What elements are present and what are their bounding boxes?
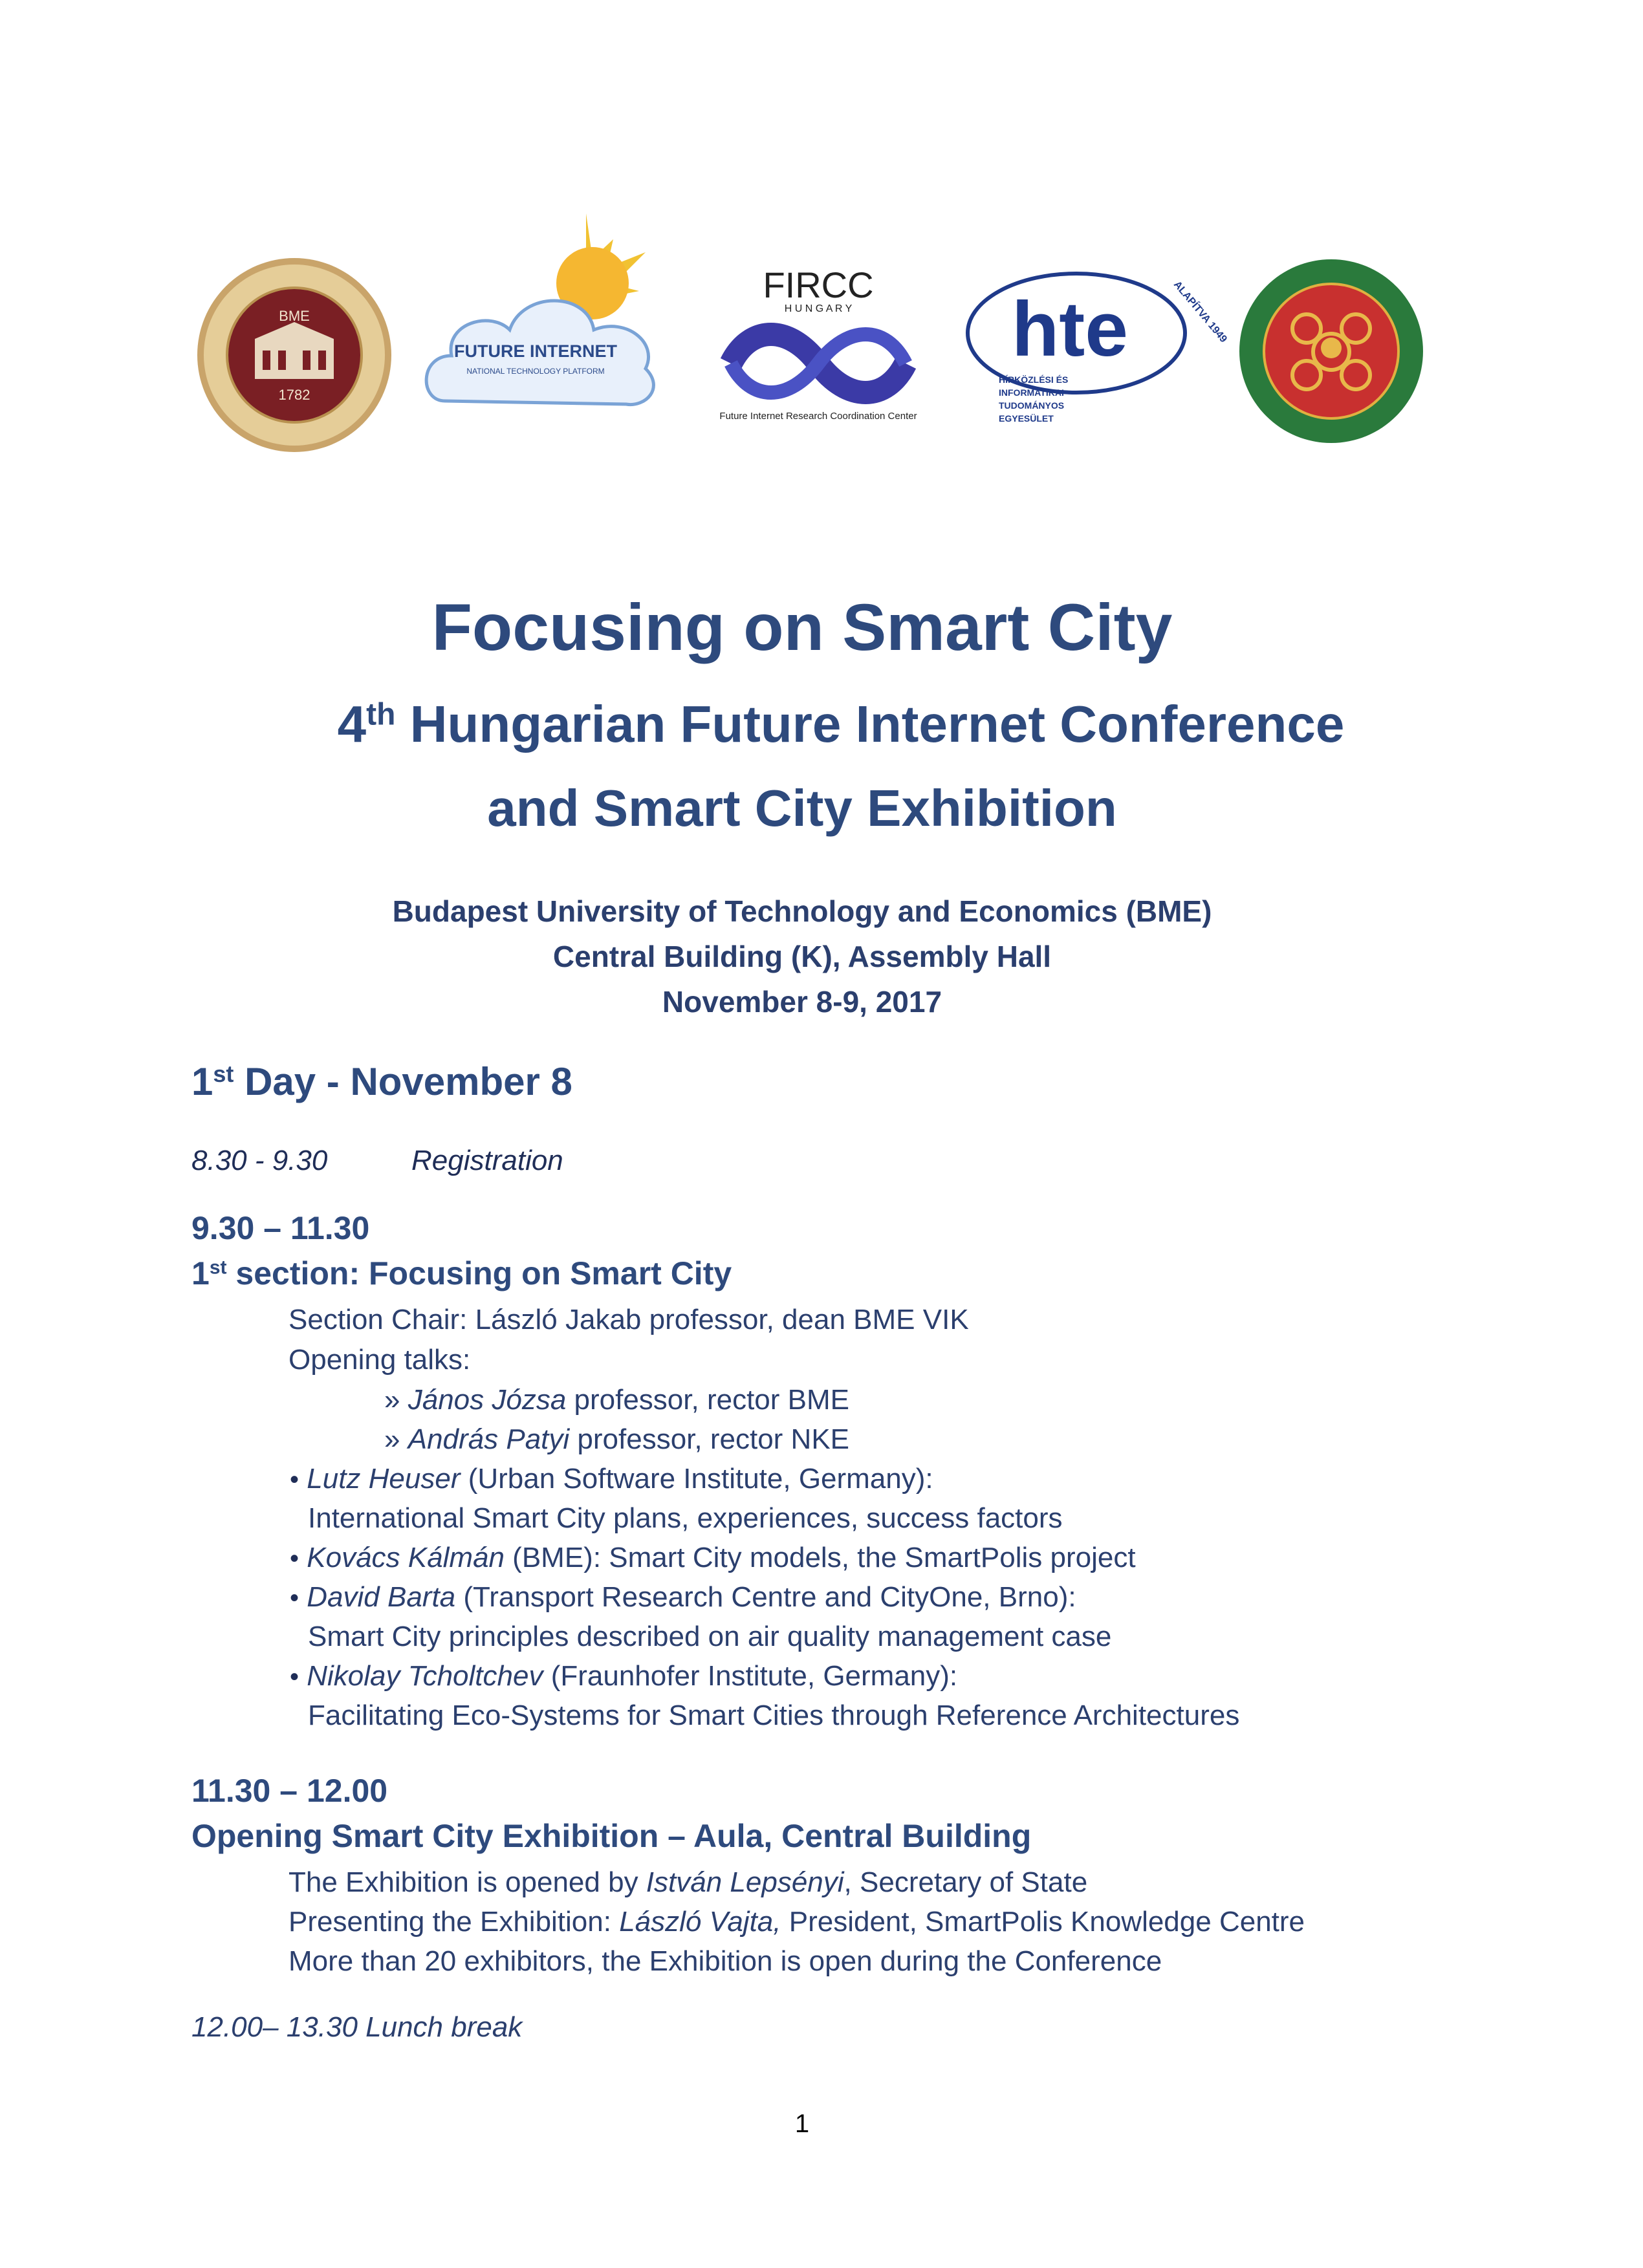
svg-text:ALAPÍTVA 1949: ALAPÍTVA 1949: [1171, 279, 1229, 345]
speaker-name: Lutz Heuser: [307, 1463, 461, 1495]
line-text: President, SmartPolis Knowledge Centre: [781, 1906, 1305, 1938]
venue: Budapest University of Technology and Economics (BME): [392, 894, 1212, 928]
exhibition-presenter-line: [288, 1906, 1305, 1938]
bullet-item: [290, 1542, 1136, 1574]
bullet-item: [290, 1463, 933, 1495]
svg-text:EGYESÜLET: EGYESÜLET: [999, 413, 1054, 424]
section1-opening: Opening talks:: [288, 1344, 471, 1376]
svg-text:hte: hte: [1012, 286, 1128, 373]
svg-text:FUTURE INTERNET: FUTURE INTERNET: [454, 341, 617, 361]
bme-seal-logo: [195, 256, 393, 454]
person-name: László Vajta,: [619, 1906, 781, 1938]
person-name: István Lepsényi: [646, 1866, 844, 1898]
talk-role: professor, rector NKE: [569, 1423, 850, 1455]
event-date: November 8-9, 2017: [662, 985, 942, 1019]
speaker-name: David Barta: [307, 1581, 456, 1613]
future-internet-logo: [419, 213, 662, 427]
talk-role: professor, rector BME: [566, 1384, 849, 1416]
section1-ordinal: 1: [191, 1255, 210, 1291]
registration-time: 8.30 - 9.30: [191, 1145, 328, 1176]
talk-speaker: András Patyi: [408, 1423, 570, 1455]
conference-title: [39, 695, 1643, 754]
speaker-affiliation: (Fraunhofer Institute, Germany):: [543, 1660, 958, 1692]
svg-text:1782: 1782: [278, 387, 310, 403]
line-text: The Exhibition is opened by: [288, 1866, 646, 1898]
fircc-logo: [692, 266, 944, 428]
conference-ordinal-suffix: th: [366, 697, 396, 732]
bullet-item: [290, 1581, 1076, 1614]
section1-time: 9.30 – 11.30: [191, 1210, 370, 1246]
talk-topic: Smart City principles described on air quality management case: [308, 1621, 1112, 1652]
day-heading: [191, 1059, 572, 1104]
day-ordinal-suffix: st: [213, 1061, 234, 1088]
line-text: , Secretary of State: [843, 1866, 1088, 1898]
speaker-affiliation: (Transport Research Centre and CityOne, Brno):: [455, 1581, 1076, 1613]
talk-marker: »: [384, 1423, 400, 1455]
bullet-marker: •: [290, 1465, 299, 1494]
svg-text:HÍRKÖZLÉSI ÉS: HÍRKÖZLÉSI ÉS: [999, 374, 1069, 385]
svg-text:INFORMATIKAI: INFORMATIKAI: [999, 387, 1064, 398]
svg-text:BME: BME: [279, 308, 310, 324]
bullet-marker: •: [290, 1544, 299, 1573]
opening-talk: [384, 1423, 849, 1456]
hte-logo: [960, 259, 1229, 427]
section2-title: Opening Smart City Exhibition – Aula, Central Building: [191, 1818, 1032, 1854]
speaker-name: Kovács Kálmán: [307, 1542, 505, 1573]
svg-text:Future Internet Research Coord: Future Internet Research Coordination Center: [719, 411, 917, 422]
svg-text:FIRCC: FIRCC: [763, 265, 874, 305]
section1-title-text: section: Focusing on Smart City: [235, 1255, 732, 1291]
line-text: Presenting the Exhibition:: [288, 1906, 620, 1938]
bullet-marker: •: [290, 1584, 299, 1612]
bullet-marker: •: [290, 1663, 299, 1691]
section1-chair: Section Chair: László Jakab professor, dean BME VIK: [288, 1304, 969, 1335]
conference-ordinal: 4: [337, 695, 367, 753]
section1-ordinal-suffix: st: [209, 1257, 227, 1279]
svg-text:H U N G A R Y: H U N G A R Y: [784, 303, 853, 314]
conference-title-line2: and Smart City Exhibition: [487, 779, 1117, 837]
opening-talk: [384, 1384, 849, 1416]
svg-text:TUDOMÁNYOS: TUDOMÁNYOS: [999, 400, 1065, 411]
bullet-item: [290, 1660, 957, 1692]
speaker-affiliation: (BME): Smart City models, the SmartPolis project: [504, 1542, 1136, 1573]
speaker-name: Nikolay Tcholtchev: [307, 1660, 543, 1692]
page-number: 1: [794, 2110, 810, 2138]
page-title: Focusing on Smart City: [431, 590, 1173, 664]
day-label: Day - November 8: [245, 1060, 572, 1103]
talk-topic: Facilitating Eco-Systems for Smart Cities through Reference Architectures: [308, 1700, 1240, 1731]
section2-time: 11.30 – 12.00: [191, 1773, 388, 1809]
talk-speaker: János Józsa: [408, 1384, 567, 1416]
building: Central Building (K), Assembly Hall: [552, 940, 1052, 973]
exhibitors-line: More than 20 exhibitors, the Exhibition is open during the Conference: [288, 1945, 1162, 1977]
registration-label: Registration: [411, 1145, 563, 1176]
section1-title: [191, 1255, 732, 1292]
talk-marker: »: [384, 1384, 400, 1416]
nke-seal-logo: [1234, 257, 1435, 445]
exhibition-opening-line: [288, 1866, 1087, 1899]
speaker-affiliation: (Urban Software Institute, Germany):: [460, 1463, 933, 1495]
svg-text:NATIONAL TECHNOLOGY PLATFORM: NATIONAL TECHNOLOGY PLATFORM: [466, 367, 605, 376]
conference-title-line1: Hungarian Future Internet Conference: [409, 695, 1345, 753]
talk-topic: International Smart City plans, experiences, success factors: [308, 1502, 1063, 1534]
day-ordinal: 1: [191, 1060, 213, 1103]
lunch-break: 12.00– 13.30 Lunch break: [191, 2011, 523, 2043]
